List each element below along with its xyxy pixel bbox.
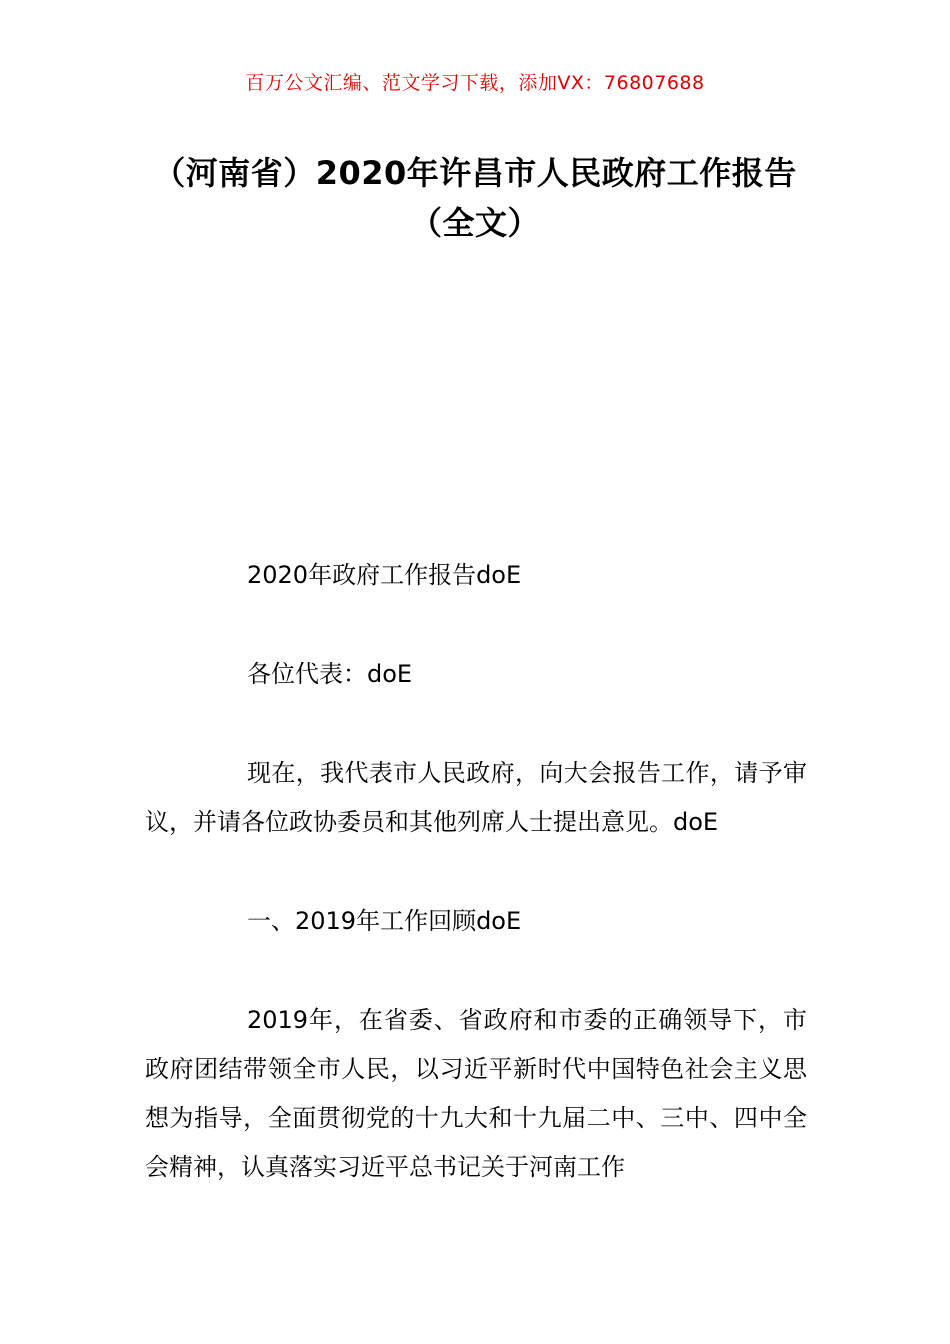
- document-title: （河南省）2020年许昌市人民政府工作报告（全文）: [153, 154, 797, 242]
- paragraph-opening: 现在，我代表市人民政府，向大会报告工作，请予审议，并请各位政协委员和其他列席人士提出意见。doE: [145, 759, 807, 836]
- paragraph-review-body: 2019年，在省委、省政府和市委的正确领导下，市政府团结带领全市人民，以习近平新时代中国特色社会主义思想为指导，全面贯彻党的十九大和十九届二中、三中、四中全会精神，认真落实习近平总书记关于河南工作: [145, 1006, 807, 1181]
- section-heading-review: 一、2019年工作回顾doE: [247, 907, 522, 935]
- paragraph-report-heading: 2020年政府工作报告doE: [247, 561, 522, 589]
- header-watermark-note: 百万公文汇编、范文学习下载，添加VX：76807688: [245, 72, 705, 94]
- paragraph-salutation: 各位代表：doE: [247, 660, 413, 688]
